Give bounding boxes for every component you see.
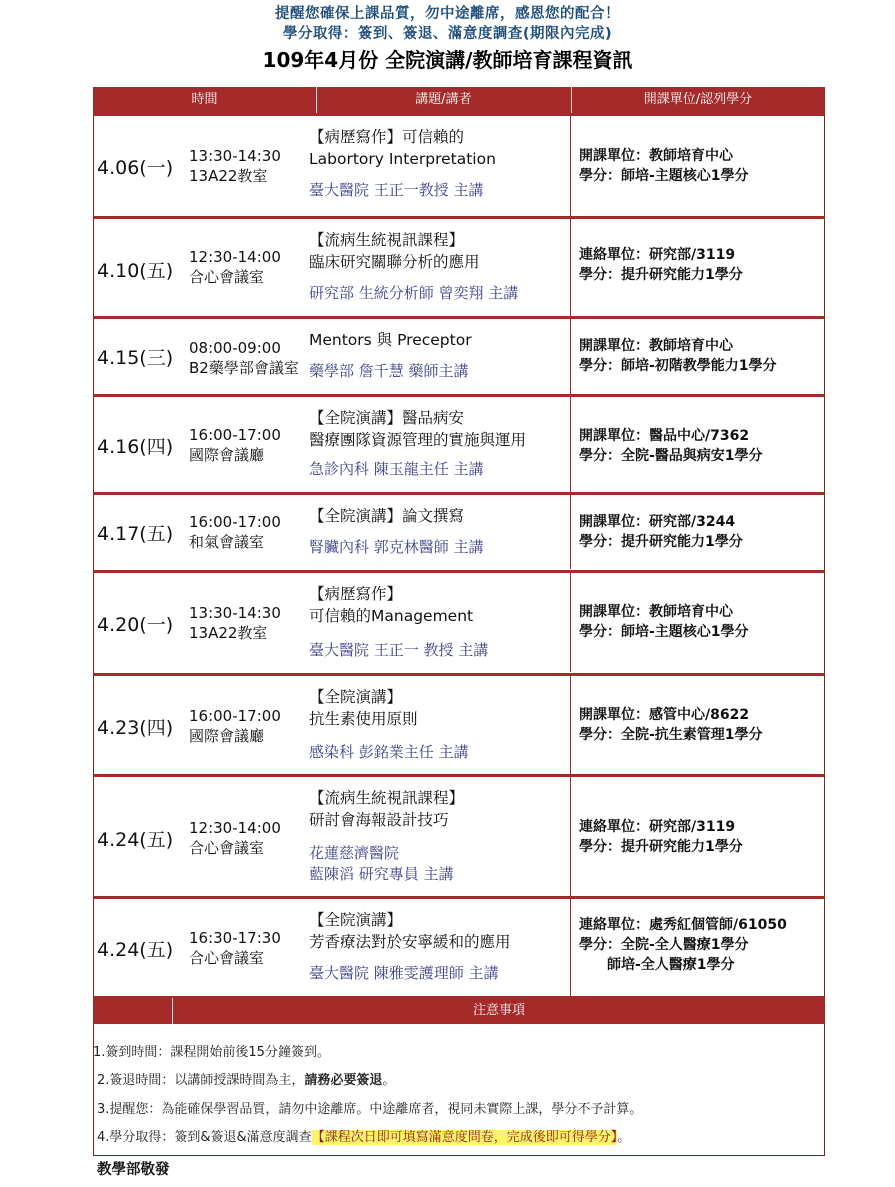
session-lecturer: 花蓮慈濟醫院 (309, 844, 400, 862)
session-date: 4.16(四) (97, 436, 174, 458)
note-3 (97, 1098, 642, 1117)
note-4 (97, 1126, 630, 1145)
session-topic-line: Mentors 與 Preceptor (309, 331, 472, 349)
note-2-bold: 請務必要簽退 (304, 1073, 383, 1088)
session-unit-line: 連絡單位：研究部/3119 (579, 819, 736, 835)
session-time: 12:30-14:00 (189, 819, 281, 837)
session-lecturer: 腎臟內科 郭克林醫師 主講 (309, 538, 484, 556)
session-date: 4.23(四) (97, 717, 174, 739)
session-topic-line: 【全院演講】 (309, 688, 403, 706)
table-row (93, 573, 825, 672)
session-unit-line: 學分：全院-全人醫療1學分 (579, 937, 749, 953)
notes-title: 注意事項 (472, 1003, 525, 1018)
note-1 (93, 1041, 330, 1060)
notes-header-cell (93, 998, 173, 1024)
column-divider (570, 777, 571, 897)
column-divider (570, 573, 571, 672)
session-topic-line: 【流病生統視訊課程】 (309, 789, 465, 807)
header-topic: 講題/講者 (316, 87, 572, 113)
session-place: B2藥學部會議室 (189, 359, 299, 377)
session-date: 4.24(五) (97, 939, 174, 961)
session-time: 16:00-17:00 (189, 426, 281, 444)
note-1-text: 1.簽到時間：課程開始前後15分鐘簽到。 (93, 1045, 330, 1060)
session-topic-line: 研討會海報設計技巧 (309, 811, 449, 829)
session-topic-line: 【病歷寫作】可信賴的 (309, 128, 465, 146)
session-unit-line: 開課單位：研究部/3244 (579, 514, 736, 530)
table-row (93, 219, 825, 316)
session-unit-line: 學分：師培-主題核心1學分 (579, 624, 749, 640)
note-3-text: 3.提醒您：為能確保學習品質，請勿中途離席。中途離席者，視同未實際上課，學分不予計算。 (97, 1102, 643, 1117)
table-row (93, 319, 825, 394)
table-header (93, 87, 825, 113)
session-unit-line: 開課單位：教師培育中心 (579, 604, 733, 620)
column-divider (570, 899, 571, 997)
note-2-text: 2.簽退時間：以講師授課時間為主， (97, 1073, 305, 1088)
session-date: 4.17(五) (97, 523, 174, 545)
session-unit-line: 學分：師培-主題核心1學分 (579, 168, 749, 184)
session-unit-line: 學分：全院-抗生素管理1學分 (579, 727, 763, 743)
session-unit-line: 連絡單位：處秀紅個管師/61050 (579, 917, 787, 933)
session-time: 13:30-14:30 (189, 147, 281, 165)
column-divider (570, 116, 571, 217)
session-topic-line: 醫療團隊資源管理的實施與運用 (309, 431, 527, 449)
session-lecturer: 感染科 彭銘業主任 主講 (309, 743, 469, 761)
session-lecturer: 研究部 生統分析師 曾奕翔 主講 (309, 284, 519, 302)
session-time: 16:00-17:00 (189, 513, 281, 531)
session-unit-line: 師培-全人醫療1學分 (579, 957, 735, 973)
session-lecturer: 藍陳滔 研究專員 主講 (309, 865, 454, 883)
session-time: 12:30-14:00 (189, 248, 281, 266)
note-2-tail: 。 (382, 1073, 396, 1088)
session-place: 和氣會議室 (189, 533, 265, 551)
footer-signature: 教學部敬發 (97, 1162, 170, 1178)
session-time: 13:30-14:30 (189, 604, 281, 622)
session-topic-line: 【流病生統視訊課程】 (309, 231, 465, 249)
notes-header (93, 998, 825, 1024)
session-place: 13A22教室 (189, 167, 268, 185)
column-divider (570, 319, 571, 394)
table-row (93, 495, 825, 569)
session-topic-line: 臨床研究關聯分析的應用 (309, 253, 480, 271)
table-row (93, 676, 825, 775)
session-unit-line: 學分：師培-初階教學能力1學分 (579, 358, 777, 374)
session-topic-line: Labortory Interpretation (309, 150, 496, 168)
notice-line-1: 提醒您確保上課品質，勿中途離席，感恩您的配合！ (275, 6, 620, 22)
notice-line-2: 學分取得：簽到、簽退、滿意度調查(期限內完成) (282, 26, 613, 42)
session-lecturer: 藥學部 詹千慧 藥師主講 (309, 362, 469, 380)
session-topic-line: 【全院演講】論文撰寫 (309, 507, 465, 525)
session-topic-line: 【全院演講】醫品病安 (309, 409, 465, 427)
session-time: 08:00-09:00 (189, 339, 281, 357)
header-unit: 開課單位/認列學分 (643, 92, 753, 107)
session-place: 國際會議廳 (189, 727, 265, 745)
session-unit-line: 開課單位：教師培育中心 (579, 338, 733, 354)
session-unit-line: 學分：全院-醫品與病安1學分 (579, 448, 763, 464)
session-date: 4.20(一) (97, 614, 174, 636)
note-4-text: 4.學分取得：簽到&簽退&滿意度調查 (97, 1130, 312, 1145)
session-date: 4.15(三) (97, 347, 174, 369)
session-unit-line: 學分：提升研究能力1學分 (579, 267, 743, 283)
session-topic-line: 可信賴的Management (309, 607, 474, 625)
session-topic-line: 【病歷寫作】 (309, 585, 403, 603)
session-lecturer: 臺大醫院 陳雅雯護理師 主講 (309, 964, 499, 982)
note-4-highlight: 【課程次日即可填寫滿意度問卷，完成後即可得學分】 (311, 1130, 618, 1145)
session-unit-line: 開課單位：教師培育中心 (579, 148, 733, 164)
session-unit-line: 開課單位：醫品中心/7362 (579, 428, 750, 444)
session-topic-line: 抗生素使用原則 (309, 710, 418, 728)
page-title: 109年4月份 全院演講/教師培育課程資訊 (262, 48, 633, 72)
session-unit-line: 學分：提升研究能力1學分 (579, 534, 743, 550)
session-lecturer: 臺大醫院 王正一 教授 主講 (309, 641, 489, 659)
session-date: 4.24(五) (97, 829, 174, 851)
session-place: 合心會議室 (189, 949, 265, 967)
session-time: 16:00-17:00 (189, 707, 281, 725)
column-divider (570, 495, 571, 569)
session-date: 4.06(一) (97, 157, 174, 179)
session-time: 16:30-17:30 (189, 929, 281, 947)
session-topic-line: 芳香療法對於安寧緩和的應用 (309, 933, 511, 951)
session-unit-line: 連絡單位：研究部/3119 (579, 247, 736, 263)
session-place: 國際會議廳 (189, 446, 265, 464)
column-divider (570, 676, 571, 775)
table-row (93, 397, 825, 492)
session-topic-line: 【全院演講】 (309, 911, 403, 929)
header-time: 時間 (93, 87, 317, 113)
session-unit-line: 學分：提升研究能力1學分 (579, 839, 743, 855)
table-row (93, 116, 825, 217)
session-lecturer: 臺大醫院 王正一教授 主講 (309, 181, 484, 199)
table-row (93, 777, 825, 897)
column-divider (570, 397, 571, 492)
session-date: 4.10(五) (97, 260, 174, 282)
table-row (93, 899, 825, 997)
session-place: 合心會議室 (189, 839, 265, 857)
note-4-tail: 。 (617, 1130, 631, 1145)
column-divider (570, 219, 571, 316)
session-lecturer: 急診內科 陳玉龍主任 主講 (309, 460, 484, 478)
session-place: 13A22教室 (189, 624, 268, 642)
note-2 (97, 1069, 395, 1088)
session-place: 合心會議室 (189, 268, 265, 286)
session-unit-line: 開課單位：感管中心/8622 (579, 707, 750, 723)
